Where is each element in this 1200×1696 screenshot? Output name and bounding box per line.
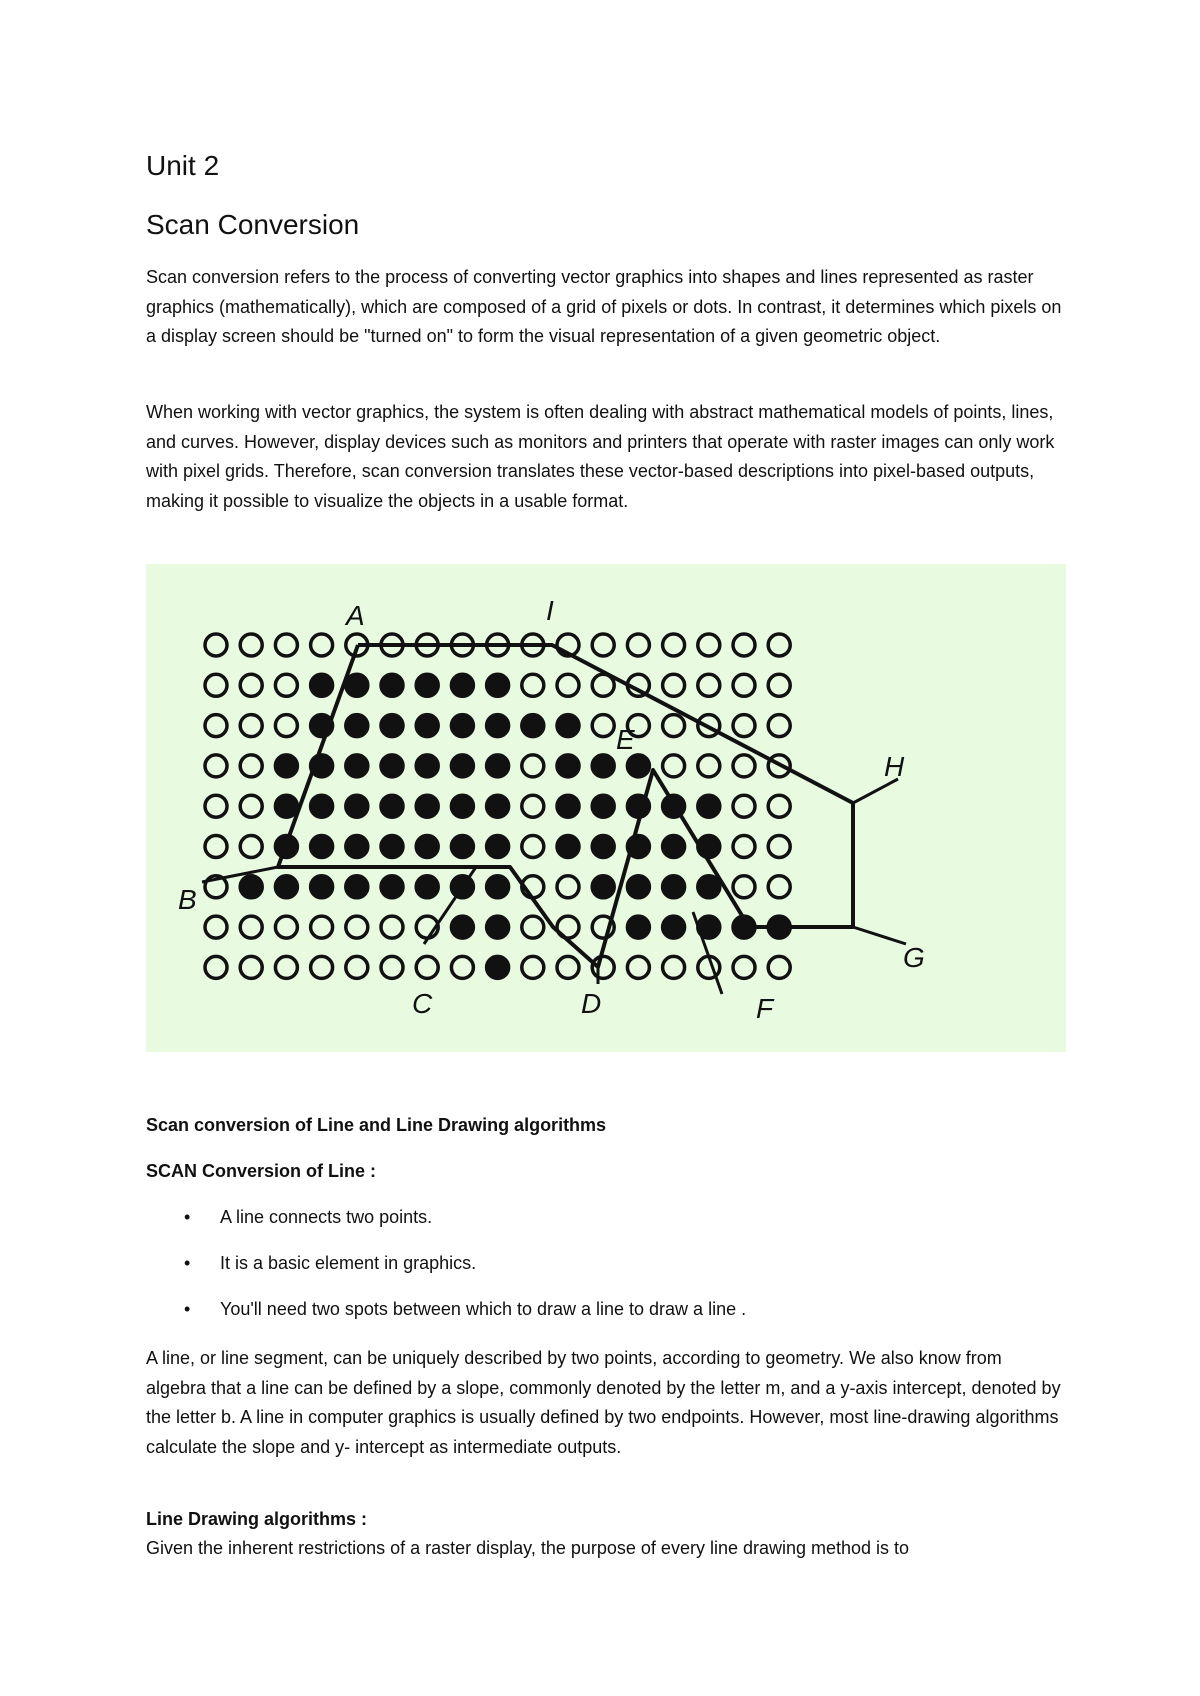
pixel-off xyxy=(698,634,720,656)
pixel-off xyxy=(733,795,755,817)
pixel-on xyxy=(487,715,509,737)
pixel-off xyxy=(522,795,544,817)
leader-h xyxy=(853,779,898,803)
pixel-on xyxy=(311,674,333,696)
paragraph-vector-graphics: When working with vector graphics, the system is often dealing with abstract mathematical models of points, lines, and curves. However, display devices such as monitors and printers that operate with raster images can only work with pixel grids. Therefore, scan conversion translates these vector-based descriptions into pixel-based outputs, making it possible to visualize the objects in a usable format. xyxy=(146,402,1055,511)
pixel-off xyxy=(240,836,262,858)
pixel-on xyxy=(663,916,685,938)
pixel-off xyxy=(768,674,790,696)
pixel-off xyxy=(663,715,685,737)
pixel-off xyxy=(240,674,262,696)
pixel-on xyxy=(275,795,297,817)
pixel-on xyxy=(311,836,333,858)
pixel-on xyxy=(275,755,297,777)
pixel-off xyxy=(205,956,227,978)
pixel-off xyxy=(592,674,614,696)
label-d: D xyxy=(581,988,602,1019)
pixel-off xyxy=(275,956,297,978)
pixel-on xyxy=(311,876,333,898)
pixel-on xyxy=(663,876,685,898)
pixel-on xyxy=(346,876,368,898)
pixel-off xyxy=(311,916,333,938)
pixel-off xyxy=(768,836,790,858)
pixel-on xyxy=(346,755,368,777)
subheading-line-drawing-algorithms: Line Drawing algorithms : xyxy=(146,1509,368,1529)
pixel-off xyxy=(346,956,368,978)
bullet-icon: • xyxy=(184,1253,191,1273)
label-a: A xyxy=(346,600,365,631)
pixel-off xyxy=(275,916,297,938)
pixel-off xyxy=(240,916,262,938)
list-item xyxy=(146,1206,1066,1252)
list-item-text: A line connects two points. xyxy=(220,1207,433,1227)
pixel-on xyxy=(451,836,473,858)
pixel-on xyxy=(487,956,509,978)
pixel-on xyxy=(451,876,473,898)
pixel-on xyxy=(698,916,720,938)
pixel-off xyxy=(346,916,368,938)
pixel-off xyxy=(663,634,685,656)
polygon-pixel-grid xyxy=(146,564,1066,1052)
pixel-on xyxy=(416,795,438,817)
pixel-off xyxy=(768,715,790,737)
pixel-on xyxy=(381,876,403,898)
pixel-off xyxy=(205,836,227,858)
pixel-on xyxy=(627,795,649,817)
pixel-off xyxy=(416,956,438,978)
pixel-on xyxy=(487,795,509,817)
pixel-on xyxy=(627,836,649,858)
pixel-on xyxy=(733,916,755,938)
pixel-on xyxy=(592,755,614,777)
pixel-on xyxy=(275,836,297,858)
pixel-off xyxy=(240,795,262,817)
pixel-off xyxy=(240,634,262,656)
bullet-icon: • xyxy=(184,1207,191,1227)
pixel-on xyxy=(627,916,649,938)
pixel-off xyxy=(592,715,614,737)
pixel-on xyxy=(487,755,509,777)
bullet-icon: • xyxy=(184,1299,191,1319)
section-title: Scan Conversion xyxy=(146,209,360,240)
pixel-off xyxy=(275,715,297,737)
pixel-on xyxy=(311,755,333,777)
pixel-off xyxy=(663,956,685,978)
pixel-on xyxy=(592,876,614,898)
pixel-off xyxy=(240,956,262,978)
pixel-on xyxy=(451,795,473,817)
pixel-on xyxy=(698,876,720,898)
pixel-on xyxy=(487,876,509,898)
pixel-off xyxy=(663,674,685,696)
pixel-on xyxy=(557,715,579,737)
pixel-on xyxy=(381,674,403,696)
label-leader-lines xyxy=(202,779,906,994)
label-i: I xyxy=(546,595,554,626)
pixel-on xyxy=(451,755,473,777)
list-item-text: It is a basic element in graphics. xyxy=(220,1253,477,1273)
subheading-scan-conversion-line: SCAN Conversion of Line : xyxy=(146,1161,377,1181)
pixel-off xyxy=(733,715,755,737)
pixel-on xyxy=(627,876,649,898)
pixel-on xyxy=(487,674,509,696)
pixel-off xyxy=(275,634,297,656)
pixel-on xyxy=(451,674,473,696)
pixel-on xyxy=(663,795,685,817)
pixel-off xyxy=(733,755,755,777)
pixel-on xyxy=(487,836,509,858)
pixel-on xyxy=(698,836,720,858)
pixel-off xyxy=(205,916,227,938)
pixel-on xyxy=(416,715,438,737)
pixel-off xyxy=(698,755,720,777)
pixel-off xyxy=(698,674,720,696)
pixel-on xyxy=(557,755,579,777)
pixel-off xyxy=(522,916,544,938)
list-item xyxy=(146,1252,1066,1298)
pixel-off xyxy=(205,795,227,817)
pixel-on xyxy=(557,795,579,817)
pixel-off xyxy=(592,634,614,656)
pixel-on xyxy=(381,795,403,817)
pixel-on xyxy=(522,715,544,737)
pixel-off xyxy=(522,674,544,696)
bullet-list xyxy=(146,1206,1066,1344)
pixel-on xyxy=(275,876,297,898)
label-b: B xyxy=(178,884,197,915)
pixel-off xyxy=(627,956,649,978)
pixel-on xyxy=(381,715,403,737)
pixel-off xyxy=(205,674,227,696)
list-item-text: You'll need two spots between which to draw a line to draw a line . xyxy=(220,1299,747,1319)
pixel-on xyxy=(451,715,473,737)
pixel-off xyxy=(768,956,790,978)
label-e: E xyxy=(616,724,635,755)
scan-conversion-figure xyxy=(146,564,1066,1052)
list-item xyxy=(146,1298,1066,1344)
pixel-on xyxy=(381,755,403,777)
pixel-on xyxy=(768,916,790,938)
pixel-off xyxy=(381,956,403,978)
pixel-on xyxy=(416,755,438,777)
pixel-off xyxy=(733,836,755,858)
pixel-off xyxy=(205,755,227,777)
pixel-on xyxy=(346,715,368,737)
pixel-on xyxy=(416,876,438,898)
pixel-off xyxy=(557,876,579,898)
pixel-on xyxy=(416,836,438,858)
pixel-off xyxy=(733,876,755,898)
leader-g xyxy=(853,927,906,944)
label-g: G xyxy=(903,942,925,973)
pixel-on xyxy=(592,795,614,817)
pixel-on xyxy=(381,836,403,858)
label-c: C xyxy=(412,988,433,1019)
pixel-off xyxy=(205,715,227,737)
pixel-off xyxy=(733,674,755,696)
pixel-on xyxy=(663,836,685,858)
pixel-on xyxy=(346,795,368,817)
pixel-on xyxy=(346,836,368,858)
pixel-off xyxy=(733,956,755,978)
label-f: F xyxy=(756,993,774,1024)
pixel-on xyxy=(557,836,579,858)
pixel-off xyxy=(557,956,579,978)
pixel-on xyxy=(698,795,720,817)
pixel-off xyxy=(522,836,544,858)
pixel-on xyxy=(311,715,333,737)
pixel-on xyxy=(592,836,614,858)
pixel-off xyxy=(663,755,685,777)
paragraph-line-definition: A line, or line segment, can be uniquely described by two points, according to geometry. We also know from algebra that a line can be defined by a slope, commonly denoted by the letter m, and a y-axis intercept, denoted by the letter b. A line in computer graphics is usually defined by two endpoints. However, most line-drawing algorithms calculate the slope and y- intercept as intermediate outputs. xyxy=(146,1348,1061,1457)
pixel-off xyxy=(522,755,544,777)
pixel-off xyxy=(240,715,262,737)
pixel-off xyxy=(557,916,579,938)
pixel-on xyxy=(311,795,333,817)
pixel-off xyxy=(240,755,262,777)
pixel-off xyxy=(733,634,755,656)
pixel-off xyxy=(768,634,790,656)
pixel-off xyxy=(311,634,333,656)
pixel-on xyxy=(627,755,649,777)
subheading-line-drawing: Scan conversion of Line and Line Drawing algorithms xyxy=(146,1115,607,1135)
pixel-dots xyxy=(205,634,790,978)
pixel-off xyxy=(451,956,473,978)
pixel-off xyxy=(627,634,649,656)
pixel-off xyxy=(768,876,790,898)
pixel-off xyxy=(522,956,544,978)
label-h: H xyxy=(884,751,905,782)
pixel-off xyxy=(557,674,579,696)
pixel-off xyxy=(205,634,227,656)
pixel-on xyxy=(346,674,368,696)
pixel-off xyxy=(381,916,403,938)
pixel-on xyxy=(487,916,509,938)
pixel-off xyxy=(311,956,333,978)
pixel-off xyxy=(768,795,790,817)
pixel-on xyxy=(451,916,473,938)
paragraph-line-drawing-purpose: Given the inherent restrictions of a raster display, the purpose of every line drawing method is to xyxy=(146,1538,910,1558)
pixel-off xyxy=(275,674,297,696)
unit-title: Unit 2 xyxy=(146,150,220,181)
pixel-on xyxy=(416,674,438,696)
pixel-on xyxy=(240,876,262,898)
paragraph-intro: Scan conversion refers to the process of converting vector graphics into shapes and lines represented as raster graphics (mathematically), which are composed of a grid of pixels or dots. In contrast, it determines which pixels on a display screen should be "turned on" to form the visual representation of a given geometric object. xyxy=(146,267,1062,346)
